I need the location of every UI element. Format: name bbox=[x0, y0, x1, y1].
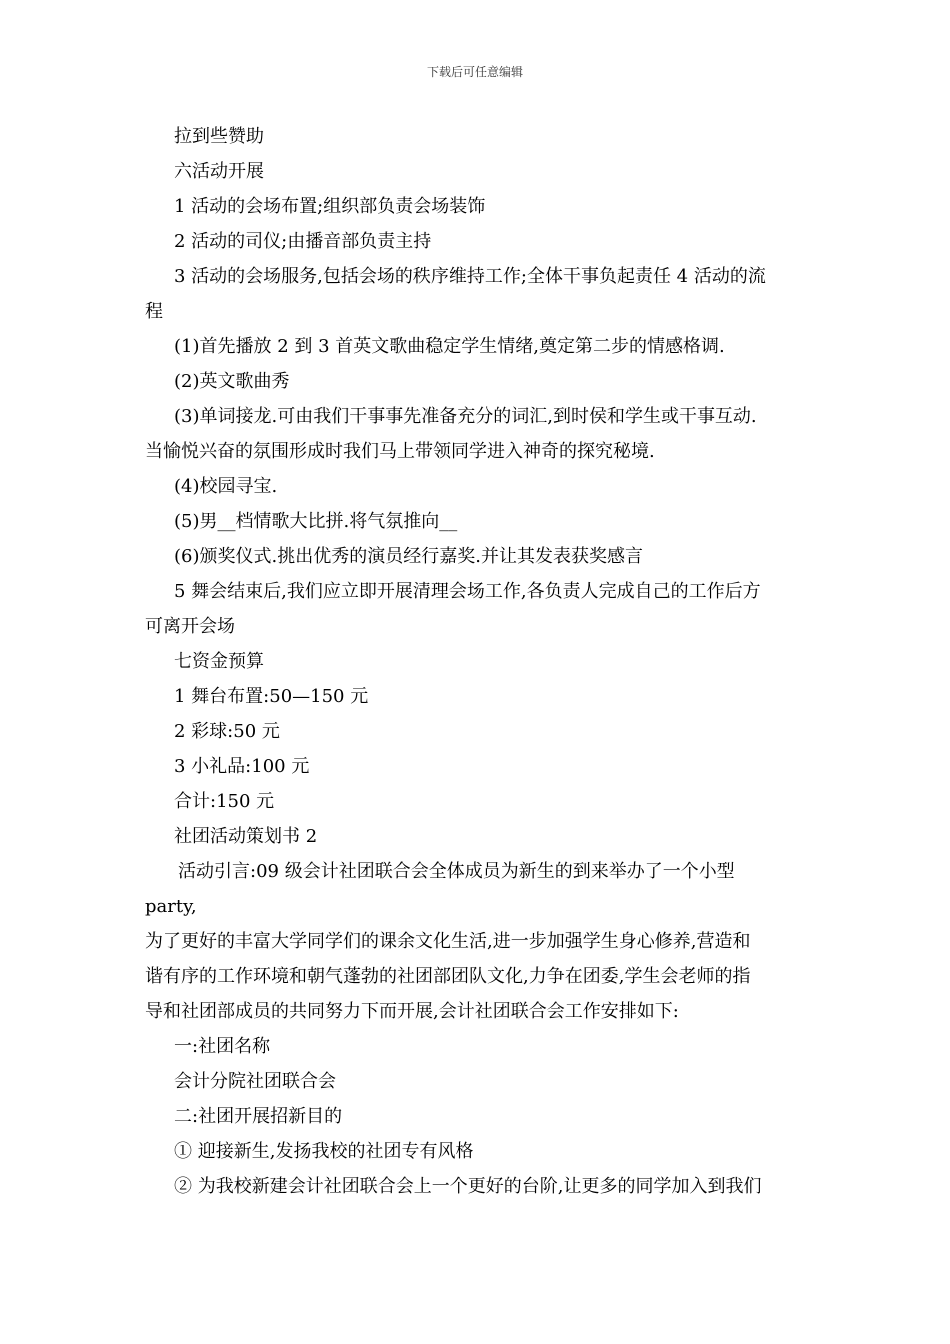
paragraph-line: 1 舞台布置:50—150 元 bbox=[174, 686, 369, 707]
paragraph-line: 活动引言:09 级会计社团联合会全体成员为新生的到来举办了一个小型 bbox=[178, 861, 735, 882]
paragraph-line: (6)颁奖仪式.挑出优秀的演员经行嘉奖.并让其发表获奖感言 bbox=[174, 546, 643, 567]
paragraph-line: 会计分院社团联合会 bbox=[174, 1071, 336, 1092]
paragraph-line: (5)男__档情歌大比拼.将气氛推向__ bbox=[174, 511, 458, 532]
paragraph-line: (2)英文歌曲秀 bbox=[174, 371, 290, 392]
paragraph-line: 可离开会场 bbox=[145, 616, 235, 637]
paragraph-line: 二:社团开展招新目的 bbox=[174, 1106, 343, 1127]
paragraph-line: 导和社团部成员的共同努力下而开展,会计社团联合会工作安排如下: bbox=[145, 1001, 679, 1022]
page-header: 下载后可任意编辑 bbox=[426, 65, 523, 79]
paragraph-line: 3 活动的会场服务,包括会场的秩序维持工作;全体干事负起责任 4 活动的流 bbox=[174, 266, 766, 287]
paragraph-line: (3)单词接龙.可由我们干事事先准备充分的词汇,到时侯和学生或干事互动. bbox=[174, 406, 757, 427]
paragraph-line: 2 活动的司仪;由播音部负责主持 bbox=[174, 231, 432, 252]
paragraph-line: ② 为我校新建会计社团联合会上一个更好的台阶,让更多的同学加入到我们 bbox=[174, 1176, 762, 1197]
paragraph-line: 2 彩球:50 元 bbox=[174, 721, 280, 742]
paragraph-line: 5 舞会结束后,我们应立即开展清理会场工作,各负责人完成自己的工作后方 bbox=[174, 581, 761, 602]
paragraph-line: 六活动开展 bbox=[174, 161, 264, 182]
paragraph-line: 一:社团名称 bbox=[174, 1036, 271, 1057]
paragraph-line: 3 小礼品:100 元 bbox=[174, 756, 310, 777]
paragraph-line: 拉到些赞助 bbox=[174, 126, 264, 147]
paragraph-line: 1 活动的会场布置;组织部负责会场装饰 bbox=[174, 196, 486, 217]
paragraph-line: (1)首先播放 2 到 3 首英文歌曲稳定学生情绪,奠定第二步的情感格调. bbox=[174, 336, 725, 357]
paragraph-line: 合计:150 元 bbox=[174, 791, 275, 812]
paragraph-line: ① 迎接新生,发扬我校的社团专有风格 bbox=[174, 1141, 474, 1162]
paragraph-line: 为了更好的丰富大学同学们的课余文化生活,进一步加强学生身心修养,营造和 bbox=[145, 931, 751, 952]
paragraph-line: 谐有序的工作环境和朝气蓬勃的社团部团队文化,力争在团委,学生会老师的指 bbox=[145, 966, 751, 987]
paragraph-line: 程 bbox=[145, 301, 163, 322]
paragraph-line: (4)校园寻宝. bbox=[174, 476, 278, 497]
document-body bbox=[145, 119, 811, 1204]
paragraph-line: 当愉悦兴奋的氛围形成时我们马上带领同学进入神奇的探究秘境. bbox=[145, 441, 655, 462]
paragraph-line: party, bbox=[145, 896, 197, 917]
paragraph-line: 七资金预算 bbox=[174, 651, 264, 672]
paragraph-line: 社团活动策划书 2 bbox=[174, 826, 318, 847]
